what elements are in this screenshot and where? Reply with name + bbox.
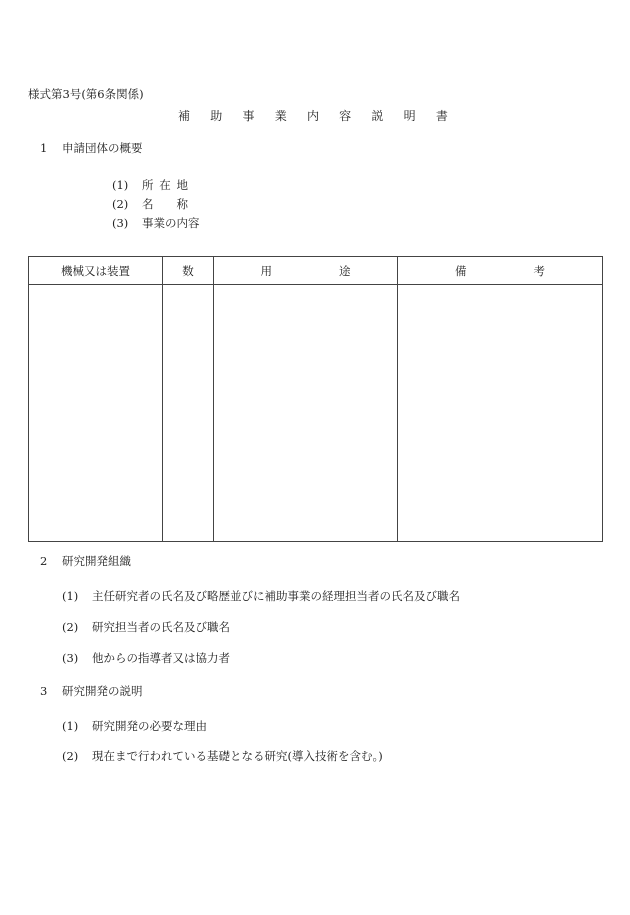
section-2-item-3 — [62, 650, 230, 666]
item-label: 主任研究者の氏名及び略歴並びに補助事業の経理担当者の氏名及び職名 — [92, 589, 460, 603]
location-label: 所 在 地 — [142, 178, 188, 192]
table-header-row — [29, 257, 603, 285]
section-3-heading — [40, 683, 143, 699]
item-label: 研究開発の必要な理由 — [92, 719, 207, 733]
document-title — [178, 107, 448, 124]
section-number: 2 — [40, 554, 48, 568]
item-label: 他からの指導者又は協力者 — [92, 651, 230, 665]
header-machine: 機械又は装置 — [29, 257, 163, 285]
item-number: (3) — [112, 216, 129, 230]
item-number: (2) — [112, 197, 129, 211]
header-note: 備 考 — [398, 257, 603, 285]
item-number: (2) — [62, 749, 79, 763]
title-char: 明 — [403, 109, 416, 123]
title-char: 説 — [371, 109, 384, 123]
use-cell[interactable] — [214, 285, 398, 542]
equipment-table — [28, 256, 603, 542]
table-row — [29, 285, 603, 542]
title-char: 業 — [274, 109, 287, 123]
form-number: 様式第3号(第6条関係) — [28, 87, 144, 101]
section-2-item-1 — [62, 588, 460, 604]
section-3-item-1 — [62, 718, 207, 734]
title-char: 内 — [306, 109, 319, 123]
business-content-label: 事業の内容 — [142, 216, 200, 230]
section-1-item-business — [112, 215, 200, 231]
name-label: 名 称 — [142, 197, 188, 211]
item-label: 現在まで行われている基礎となる研究(導入技術を含む。) — [92, 749, 383, 763]
header-count: 数 — [163, 257, 214, 285]
title-char: 助 — [210, 109, 223, 123]
item-number: (1) — [112, 178, 129, 192]
section-number: 3 — [40, 684, 48, 698]
item-number: (3) — [62, 651, 79, 665]
title-char: 容 — [339, 109, 352, 123]
section-title: 申請団体の概要 — [62, 141, 143, 155]
title-char: 書 — [435, 109, 448, 123]
item-number: (1) — [62, 589, 79, 603]
section-2-heading — [40, 553, 131, 569]
item-number: (1) — [62, 719, 79, 733]
section-number: 1 — [40, 141, 48, 155]
title-char: 補 — [178, 109, 191, 123]
section-3-item-2 — [62, 748, 383, 764]
section-title: 研究開発の説明 — [62, 684, 143, 698]
machine-cell[interactable] — [29, 285, 163, 542]
title-char: 事 — [242, 109, 255, 123]
item-number: (2) — [62, 620, 79, 634]
section-1-heading — [40, 140, 143, 156]
item-label: 研究担当者の氏名及び職名 — [92, 620, 230, 634]
section-2-item-2 — [62, 619, 230, 635]
note-cell[interactable] — [398, 285, 603, 542]
section-1-item-location — [112, 177, 188, 193]
section-title: 研究開発組織 — [62, 554, 131, 568]
header-use: 用 途 — [214, 257, 398, 285]
section-1-item-name — [112, 196, 188, 212]
count-cell[interactable] — [163, 285, 214, 542]
